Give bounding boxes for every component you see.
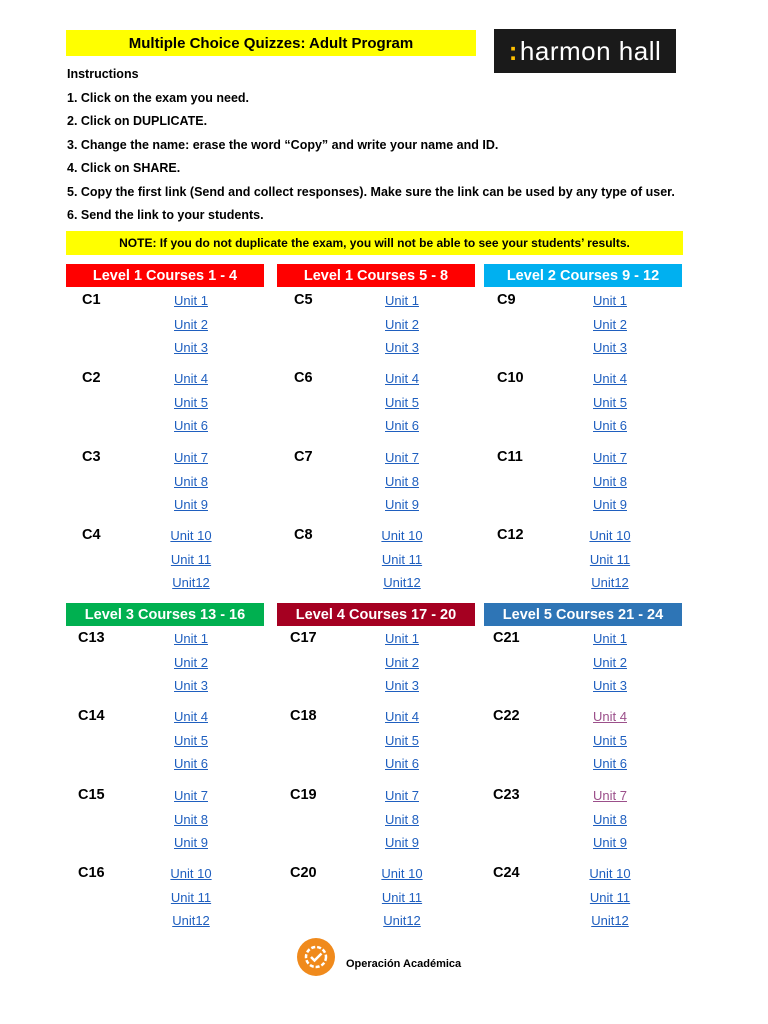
course-label-c17: C17 bbox=[290, 630, 317, 646]
unit-link-c14-5[interactable]: Unit 5 bbox=[174, 732, 208, 748]
course-label-c24: C24 bbox=[493, 865, 520, 881]
unit-link-c23-8[interactable]: Unit 8 bbox=[593, 811, 627, 827]
unit-link-c13-3[interactable]: Unit 3 bbox=[174, 678, 208, 693]
unit-link-c15-8[interactable]: Unit 8 bbox=[174, 811, 208, 827]
course-label-c3: C3 bbox=[82, 449, 101, 465]
course-label-c6: C6 bbox=[294, 370, 313, 386]
unit-link-c6-5[interactable]: Unit 5 bbox=[385, 394, 419, 410]
unit-link-c12-11[interactable]: Unit 11 bbox=[589, 551, 631, 567]
course-label-c1: C1 bbox=[82, 292, 101, 308]
level-header: Level 4 Courses 17 - 20 bbox=[277, 603, 475, 626]
course-label-c14: C14 bbox=[78, 708, 105, 724]
unit-link-c9-2[interactable]: Unit 2 bbox=[593, 316, 627, 332]
unit-link-c18-6[interactable]: Unit 6 bbox=[385, 756, 419, 771]
unit-link-c22-6[interactable]: Unit 6 bbox=[593, 756, 627, 771]
unit-link-c7-8[interactable]: Unit 8 bbox=[385, 473, 419, 489]
unit-link-c5-3[interactable]: Unit 3 bbox=[385, 340, 419, 355]
unit-link-c23-7[interactable]: Unit 7 bbox=[593, 788, 627, 803]
course-label-c23: C23 bbox=[493, 787, 520, 803]
unit-link-c11-7[interactable]: Unit 7 bbox=[593, 450, 627, 465]
instructions-heading: Instructions bbox=[67, 67, 139, 81]
unit-link-c20-10[interactable]: Unit 10 bbox=[381, 866, 423, 881]
course-label-c13: C13 bbox=[78, 630, 105, 646]
unit-link-c16-12[interactable]: Unit12 bbox=[172, 913, 210, 928]
unit-link-c7-7[interactable]: Unit 7 bbox=[385, 450, 419, 465]
unit-link-c3-7[interactable]: Unit 7 bbox=[174, 450, 208, 465]
unit-link-c13-1[interactable]: Unit 1 bbox=[174, 631, 208, 646]
unit-link-c22-5[interactable]: Unit 5 bbox=[593, 732, 627, 748]
instructions bbox=[67, 66, 675, 231]
unit-link-c12-10[interactable]: Unit 10 bbox=[589, 528, 631, 543]
unit-link-c24-11[interactable]: Unit 11 bbox=[589, 889, 631, 905]
unit-link-c20-11[interactable]: Unit 11 bbox=[381, 889, 423, 905]
unit-link-c17-1[interactable]: Unit 1 bbox=[385, 631, 419, 646]
unit-link-c1-2[interactable]: Unit 2 bbox=[174, 316, 208, 332]
page-title: Multiple Choice Quizzes: Adult Program bbox=[66, 30, 476, 56]
instruction-step: 4. Click on SHARE. bbox=[67, 161, 181, 175]
unit-link-c7-9[interactable]: Unit 9 bbox=[385, 497, 419, 512]
unit-link-c4-11[interactable]: Unit 11 bbox=[170, 551, 212, 567]
unit-link-c18-4[interactable]: Unit 4 bbox=[385, 709, 419, 724]
unit-link-c4-12[interactable]: Unit12 bbox=[172, 575, 210, 590]
course-label-c20: C20 bbox=[290, 865, 317, 881]
unit-link-c6-6[interactable]: Unit 6 bbox=[385, 418, 419, 433]
unit-link-c10-4[interactable]: Unit 4 bbox=[593, 371, 627, 386]
instruction-step: 5. Copy the first link (Send and collect responses). Make sure the link can be used by any type of user. bbox=[67, 184, 675, 199]
unit-link-c24-10[interactable]: Unit 10 bbox=[589, 866, 631, 881]
unit-link-c3-8[interactable]: Unit 8 bbox=[174, 473, 208, 489]
course-label-c16: C16 bbox=[78, 865, 105, 881]
level-header: Level 5 Courses 21 - 24 bbox=[484, 603, 682, 626]
unit-link-c9-1[interactable]: Unit 1 bbox=[593, 293, 627, 308]
level-header: Level 3 Courses 13 - 16 bbox=[66, 603, 264, 626]
unit-link-c2-5[interactable]: Unit 5 bbox=[174, 394, 208, 410]
unit-link-c12-12[interactable]: Unit12 bbox=[591, 575, 629, 590]
unit-link-c1-3[interactable]: Unit 3 bbox=[174, 340, 208, 355]
unit-link-c21-1[interactable]: Unit 1 bbox=[593, 631, 627, 646]
course-label-c19: C19 bbox=[290, 787, 317, 803]
unit-link-c11-8[interactable]: Unit 8 bbox=[593, 473, 627, 489]
unit-link-c8-10[interactable]: Unit 10 bbox=[381, 528, 423, 543]
unit-link-c18-5[interactable]: Unit 5 bbox=[385, 732, 419, 748]
unit-link-c13-2[interactable]: Unit 2 bbox=[174, 654, 208, 670]
unit-link-c16-11[interactable]: Unit 11 bbox=[170, 889, 212, 905]
course-label-c11: C11 bbox=[497, 449, 523, 465]
unit-link-c17-3[interactable]: Unit 3 bbox=[385, 678, 419, 693]
unit-link-c2-4[interactable]: Unit 4 bbox=[174, 371, 208, 386]
unit-link-c3-9[interactable]: Unit 9 bbox=[174, 497, 208, 512]
footer-text: Operación Académica bbox=[346, 958, 462, 970]
unit-link-c24-12[interactable]: Unit12 bbox=[591, 913, 629, 928]
unit-link-c14-6[interactable]: Unit 6 bbox=[174, 756, 208, 771]
course-label-c4: C4 bbox=[82, 527, 101, 543]
unit-link-c5-2[interactable]: Unit 2 bbox=[385, 316, 419, 332]
unit-link-c19-9[interactable]: Unit 9 bbox=[385, 835, 419, 850]
unit-link-c5-1[interactable]: Unit 1 bbox=[385, 293, 419, 308]
unit-link-c6-4[interactable]: Unit 4 bbox=[385, 371, 419, 386]
unit-link-c15-7[interactable]: Unit 7 bbox=[174, 788, 208, 803]
badge-check-icon bbox=[297, 938, 335, 976]
unit-link-c19-8[interactable]: Unit 8 bbox=[385, 811, 419, 827]
unit-link-c14-4[interactable]: Unit 4 bbox=[174, 709, 208, 724]
unit-link-c20-12[interactable]: Unit12 bbox=[383, 913, 421, 928]
course-label-c5: C5 bbox=[294, 292, 313, 308]
note-banner: NOTE: If you do not duplicate the exam, you will not be able to see your students’ results. bbox=[66, 231, 683, 255]
course-label-c15: C15 bbox=[78, 787, 105, 803]
instruction-step: 1. Click on the exam you need. bbox=[67, 90, 250, 105]
course-label-c12: C12 bbox=[497, 527, 524, 543]
course-label-c18: C18 bbox=[290, 708, 317, 724]
course-label-c22: C22 bbox=[493, 708, 520, 724]
level-header: Level 1 Courses 5 - 8 bbox=[277, 264, 475, 287]
course-label-c9: C9 bbox=[497, 292, 516, 308]
unit-link-c9-3[interactable]: Unit 3 bbox=[593, 340, 627, 355]
unit-link-c17-2[interactable]: Unit 2 bbox=[385, 654, 419, 670]
unit-link-c4-10[interactable]: Unit 10 bbox=[170, 528, 212, 543]
unit-link-c10-5[interactable]: Unit 5 bbox=[593, 394, 627, 410]
course-label-c10: C10 bbox=[497, 370, 524, 386]
unit-link-c8-12[interactable]: Unit12 bbox=[383, 575, 421, 590]
unit-link-c2-6[interactable]: Unit 6 bbox=[174, 418, 208, 433]
harmon-hall-logo: : harmon hall bbox=[494, 29, 676, 73]
course-label-c8: C8 bbox=[294, 527, 313, 543]
course-label-c2: C2 bbox=[82, 370, 101, 386]
instruction-step: 6. Send the link to your students. bbox=[67, 208, 264, 222]
unit-link-c16-10[interactable]: Unit 10 bbox=[170, 866, 212, 881]
unit-link-c21-2[interactable]: Unit 2 bbox=[593, 654, 627, 670]
level-header: Level 2 Courses 9 - 12 bbox=[484, 264, 682, 287]
unit-link-c19-7[interactable]: Unit 7 bbox=[385, 788, 419, 803]
unit-link-c11-9[interactable]: Unit 9 bbox=[593, 497, 627, 512]
unit-link-c8-11[interactable]: Unit 11 bbox=[381, 551, 423, 567]
unit-link-c10-6[interactable]: Unit 6 bbox=[593, 418, 627, 433]
unit-link-c23-9[interactable]: Unit 9 bbox=[593, 835, 627, 850]
unit-link-c21-3[interactable]: Unit 3 bbox=[593, 678, 627, 693]
course-label-c21: C21 bbox=[493, 630, 520, 646]
level-header: Level 1 Courses 1 - 4 bbox=[66, 264, 264, 287]
instruction-step: 2. Click on DUPLICATE. bbox=[67, 114, 208, 128]
unit-link-c22-4[interactable]: Unit 4 bbox=[593, 709, 627, 724]
unit-link-c15-9[interactable]: Unit 9 bbox=[174, 835, 208, 850]
course-label-c7: C7 bbox=[294, 449, 313, 465]
unit-link-c1-1[interactable]: Unit 1 bbox=[174, 293, 208, 308]
instruction-step: 3. Change the name: erase the word “Copy” and write your name and ID. bbox=[67, 137, 499, 152]
